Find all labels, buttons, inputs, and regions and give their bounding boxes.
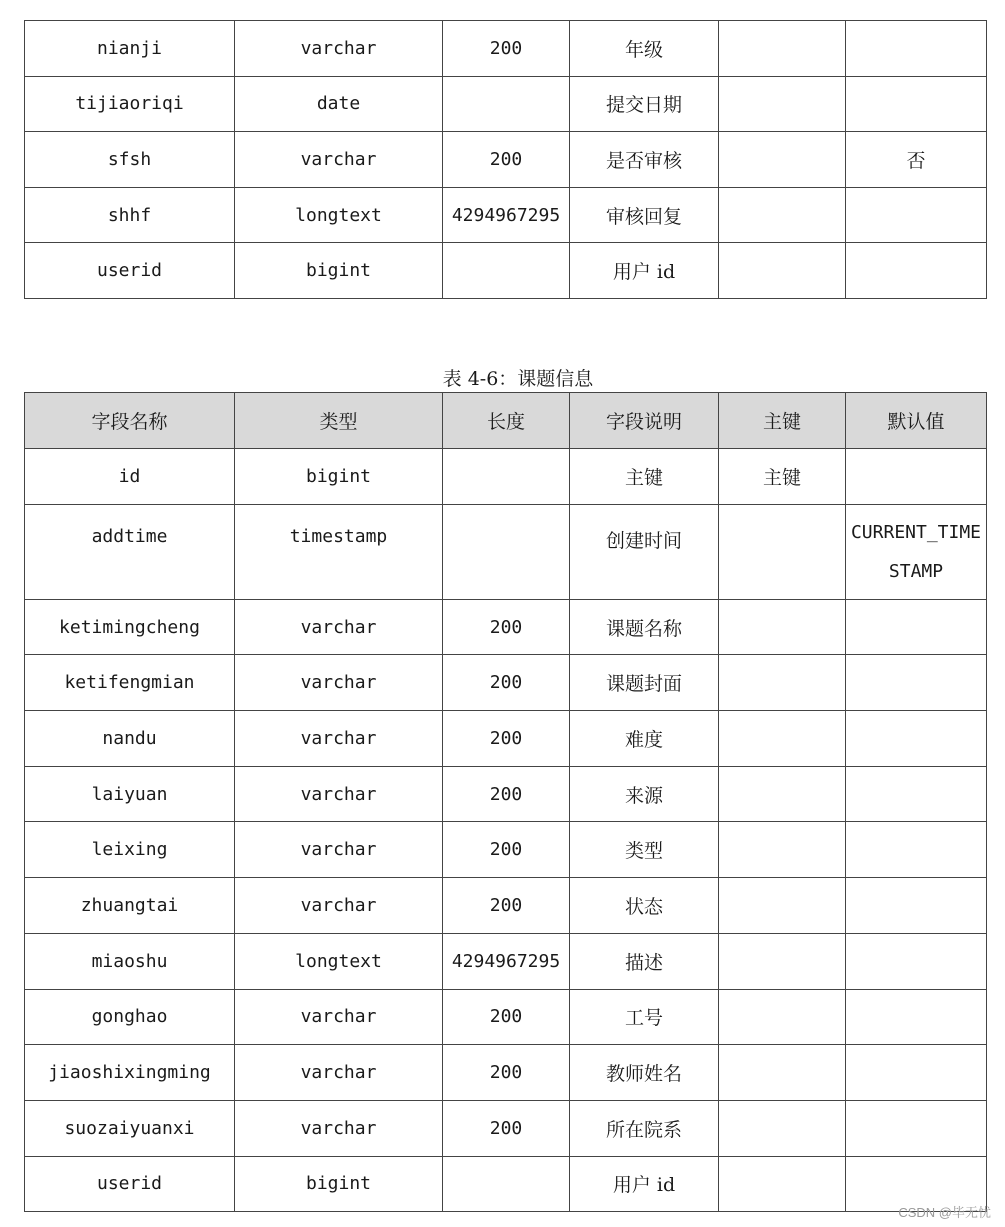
description-cell: 状态 xyxy=(570,878,719,934)
field-name-cell: jiaoshixingming xyxy=(25,1045,235,1101)
field-name-cell: id xyxy=(25,449,235,505)
topic-info-table-body xyxy=(25,449,987,1212)
default-value-cell xyxy=(846,449,987,505)
table-caption: 表 4-6：课题信息 xyxy=(442,368,594,390)
description-cell: 类型 xyxy=(570,822,719,878)
description-cell: 用户 id xyxy=(570,1156,719,1212)
length-cell: 4294967295 xyxy=(443,933,570,989)
field-name-cell: laiyuan xyxy=(25,766,235,822)
description-cell: 主键 xyxy=(570,449,719,505)
description-cell: 提交日期 xyxy=(570,76,719,132)
table-row xyxy=(25,187,987,243)
fields-table-continued-body xyxy=(25,21,987,299)
table-row xyxy=(25,822,987,878)
primary-key-cell xyxy=(719,599,846,655)
primary-key-cell xyxy=(719,933,846,989)
description-cell: 教师姓名 xyxy=(570,1045,719,1101)
primary-key-cell xyxy=(719,76,846,132)
default-value-cell xyxy=(846,1045,987,1101)
primary-key-cell xyxy=(719,243,846,299)
type-cell: varchar xyxy=(235,766,443,822)
type-cell: date xyxy=(235,76,443,132)
description-cell: 年级 xyxy=(570,21,719,77)
field-name-cell: userid xyxy=(25,243,235,299)
table-row xyxy=(25,449,987,505)
length-cell: 200 xyxy=(443,766,570,822)
length-cell: 200 xyxy=(443,878,570,934)
description-cell: 描述 xyxy=(570,933,719,989)
primary-key-cell: 主键 xyxy=(719,449,846,505)
default-value-cell xyxy=(846,933,987,989)
length-cell: 200 xyxy=(443,655,570,711)
type-cell: timestamp xyxy=(235,504,443,599)
description-cell: 难度 xyxy=(570,711,719,767)
field-name-cell: userid xyxy=(25,1156,235,1212)
primary-key-cell xyxy=(719,1156,846,1212)
length-cell: 200 xyxy=(443,132,570,188)
primary-key-cell xyxy=(719,655,846,711)
type-cell: varchar xyxy=(235,1045,443,1101)
description-cell: 是否审核 xyxy=(570,132,719,188)
watermark: CSDN @毕无忧 xyxy=(898,1205,991,1220)
field-name-cell: ketifengmian xyxy=(25,655,235,711)
default-value-cell: CURRENT_TIMESTAMP xyxy=(846,504,987,599)
default-value-cell xyxy=(846,76,987,132)
description-cell: 所在院系 xyxy=(570,1100,719,1156)
default-value-cell xyxy=(846,599,987,655)
field-name-cell: sfsh xyxy=(25,132,235,188)
header-field-name: 字段名称 xyxy=(25,393,235,449)
type-cell: varchar xyxy=(235,822,443,878)
header-description: 字段说明 xyxy=(570,393,719,449)
primary-key-cell xyxy=(719,766,846,822)
field-name-cell: addtime xyxy=(25,504,235,599)
table-row xyxy=(25,504,987,599)
table-row xyxy=(25,989,987,1045)
default-value-cell xyxy=(846,1100,987,1156)
field-name-cell: ketimingcheng xyxy=(25,599,235,655)
header-default-value: 默认值 xyxy=(846,393,987,449)
field-name-cell: leixing xyxy=(25,822,235,878)
table-row xyxy=(25,766,987,822)
type-cell: varchar xyxy=(235,711,443,767)
field-name-cell: gonghao xyxy=(25,989,235,1045)
default-value-cell xyxy=(846,187,987,243)
table-row xyxy=(25,1045,987,1101)
field-name-cell: nandu xyxy=(25,711,235,767)
field-name-cell: miaoshu xyxy=(25,933,235,989)
table-row xyxy=(25,655,987,711)
type-cell: varchar xyxy=(235,655,443,711)
type-cell: varchar xyxy=(235,989,443,1045)
length-cell xyxy=(443,449,570,505)
length-cell: 4294967295 xyxy=(443,187,570,243)
table-row xyxy=(25,132,987,188)
field-name-cell: nianji xyxy=(25,21,235,77)
primary-key-cell xyxy=(719,132,846,188)
table-row xyxy=(25,1100,987,1156)
length-cell xyxy=(443,1156,570,1212)
type-cell: varchar xyxy=(235,1100,443,1156)
type-cell: varchar xyxy=(235,132,443,188)
description-cell: 审核回复 xyxy=(570,187,719,243)
default-value-cell xyxy=(846,655,987,711)
header-length: 长度 xyxy=(443,393,570,449)
table-row xyxy=(25,1156,987,1212)
length-cell: 200 xyxy=(443,989,570,1045)
field-name-cell: zhuangtai xyxy=(25,878,235,934)
length-cell: 200 xyxy=(443,599,570,655)
length-cell: 200 xyxy=(443,1100,570,1156)
description-cell: 来源 xyxy=(570,766,719,822)
header-primary-key: 主键 xyxy=(719,393,846,449)
default-value-cell xyxy=(846,822,987,878)
default-value-cell xyxy=(846,989,987,1045)
table-row xyxy=(25,599,987,655)
primary-key-cell xyxy=(719,1045,846,1101)
description-cell: 用户 id xyxy=(570,243,719,299)
primary-key-cell xyxy=(719,1100,846,1156)
type-cell: varchar xyxy=(235,878,443,934)
type-cell: bigint xyxy=(235,243,443,299)
table-header-row xyxy=(25,393,987,449)
length-cell xyxy=(443,504,570,599)
primary-key-cell xyxy=(719,21,846,77)
type-cell: varchar xyxy=(235,21,443,77)
description-cell: 工号 xyxy=(570,989,719,1045)
default-value-cell xyxy=(846,243,987,299)
default-value-cell xyxy=(846,711,987,767)
default-value-cell xyxy=(846,21,987,77)
primary-key-cell xyxy=(719,187,846,243)
table-row xyxy=(25,21,987,77)
length-cell xyxy=(443,76,570,132)
table-row xyxy=(25,243,987,299)
primary-key-cell xyxy=(719,504,846,599)
type-cell: longtext xyxy=(235,187,443,243)
length-cell: 200 xyxy=(443,21,570,77)
type-cell: bigint xyxy=(235,1156,443,1212)
header-type: 类型 xyxy=(235,393,443,449)
description-cell: 课题封面 xyxy=(570,655,719,711)
default-value-cell xyxy=(846,766,987,822)
length-cell xyxy=(443,243,570,299)
length-cell: 200 xyxy=(443,822,570,878)
fields-table-continued xyxy=(24,20,987,299)
default-value-cell: 否 xyxy=(846,132,987,188)
primary-key-cell xyxy=(719,711,846,767)
description-cell: 课题名称 xyxy=(570,599,719,655)
field-name-cell: suozaiyuanxi xyxy=(25,1100,235,1156)
length-cell: 200 xyxy=(443,1045,570,1101)
table-row xyxy=(25,878,987,934)
length-cell: 200 xyxy=(443,711,570,767)
description-cell: 创建时间 xyxy=(570,504,719,599)
default-value-cell xyxy=(846,878,987,934)
type-cell: longtext xyxy=(235,933,443,989)
type-cell: varchar xyxy=(235,599,443,655)
table-row xyxy=(25,76,987,132)
primary-key-cell xyxy=(719,822,846,878)
table-row xyxy=(25,711,987,767)
primary-key-cell xyxy=(719,878,846,934)
table-row xyxy=(25,933,987,989)
primary-key-cell xyxy=(719,989,846,1045)
type-cell: bigint xyxy=(235,449,443,505)
field-name-cell: tijiaoriqi xyxy=(25,76,235,132)
topic-info-table xyxy=(24,392,987,1212)
field-name-cell: shhf xyxy=(25,187,235,243)
